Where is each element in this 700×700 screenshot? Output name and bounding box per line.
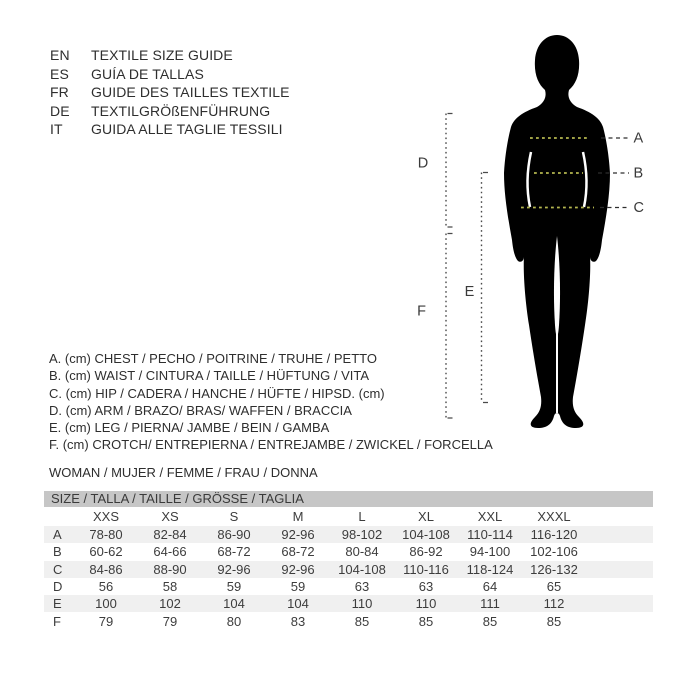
- table-cell: 88-90: [153, 561, 187, 577]
- table-cell: 83: [290, 613, 306, 629]
- measurement-label: WAIST / CINTURA / TAILLE / HÜFTUNG / VITA: [94, 368, 369, 384]
- measurement-definition: [49, 402, 493, 419]
- table-cell: 102-106: [530, 544, 578, 560]
- language-title: TEXTILE SIZE GUIDE: [91, 47, 233, 63]
- label-leg: E: [464, 284, 475, 300]
- table-cell: 102: [159, 596, 181, 612]
- table-row-chest: [44, 526, 653, 543]
- table-cell: 60-62: [89, 544, 123, 560]
- table-cell: 126-132: [530, 561, 578, 577]
- table-row-arm: [44, 578, 653, 595]
- table-cell: 112: [543, 596, 565, 612]
- table-cell: 92-96: [281, 561, 315, 577]
- measurement-definition: [49, 350, 493, 367]
- table-cell: 68-72: [281, 544, 315, 560]
- table-cell: 79: [162, 613, 178, 629]
- measurement-definition: [49, 385, 493, 402]
- table-cell: 80: [226, 613, 242, 629]
- table-cell: 94-100: [469, 544, 511, 560]
- table-cell: 65: [546, 579, 562, 595]
- table-cell: 100: [95, 596, 117, 612]
- measurement-definition: [49, 419, 493, 436]
- language-code: DE: [50, 102, 70, 119]
- label-crotch: F: [417, 303, 426, 320]
- table-cell: 86-90: [217, 527, 251, 543]
- table-cell: 63: [418, 579, 434, 595]
- size-header-row: [44, 507, 653, 526]
- table-cell: 56: [98, 579, 114, 595]
- size-column-header: M: [292, 509, 304, 524]
- language-code: ES: [50, 65, 69, 82]
- measurement-label: HIP / CADERA / HANCHE / HÜFTE / HIPSD. (cm): [95, 385, 385, 401]
- table-header-bar: SIZE / TALLA / TAILLE / GRÖSSE / TAGLIA: [44, 491, 653, 507]
- measurement-key: B. (cm): [49, 368, 91, 384]
- size-column-header: XXXL: [537, 509, 571, 524]
- table-cell: 79: [98, 613, 114, 629]
- table-cell: 111: [480, 596, 500, 612]
- size-column-header: XL: [418, 509, 434, 524]
- table-cell: 78-80: [89, 527, 123, 543]
- table-cell: 110-114: [467, 527, 513, 543]
- table-cell: 68-72: [217, 544, 251, 560]
- size-table: [44, 491, 653, 630]
- row-label: E: [53, 596, 62, 612]
- table-cell: 110: [415, 596, 437, 612]
- measurement-definitions: [49, 350, 493, 454]
- row-label: A: [53, 527, 62, 543]
- size-column-header: L: [358, 509, 366, 524]
- table-cell: 104-108: [338, 561, 386, 577]
- measurement-key: D. (cm): [49, 402, 92, 418]
- language-title: GUÍA DE TALLAS: [91, 65, 204, 82]
- measurement-key: C. (cm): [49, 385, 92, 401]
- table-row-crotch: [44, 612, 653, 629]
- table-cell: 58: [162, 579, 178, 595]
- table-cell: 64-66: [153, 544, 187, 560]
- measurement-key: A. (cm): [49, 351, 91, 366]
- row-label: F: [53, 613, 61, 629]
- measurement-label: ARM / BRAZO/ BRAS/ WAFFEN / BRACCIA: [94, 402, 352, 418]
- label-waist: B: [633, 165, 644, 182]
- measurement-definition: [49, 367, 493, 384]
- label-hip: C: [633, 200, 644, 216]
- table-cell: 104-108: [402, 527, 450, 543]
- measurement-key: F. (cm): [49, 437, 89, 453]
- table-cell: 85: [418, 613, 434, 629]
- table-cell: 85: [354, 613, 370, 629]
- size-column-header: XXS: [92, 509, 119, 524]
- measurement-definition: [49, 436, 493, 453]
- table-cell: 84-86: [89, 561, 123, 577]
- row-label: C: [53, 561, 63, 577]
- size-column-header: XXL: [477, 509, 503, 524]
- table-row-leg: [44, 595, 653, 612]
- language-code: IT: [50, 121, 63, 138]
- language-code: EN: [50, 47, 70, 63]
- table-cell: 118-124: [466, 561, 514, 577]
- table-cell: 59: [290, 579, 306, 595]
- table-cell: 86-92: [409, 544, 443, 560]
- label-arm: D: [417, 155, 429, 172]
- table-cell: 59: [226, 579, 242, 595]
- table-cell: 92-96: [281, 527, 315, 543]
- table-cell: 110: [351, 596, 373, 612]
- size-column-header: S: [229, 509, 239, 524]
- size-column-header: XS: [161, 509, 179, 524]
- language-title: TEXTILGRÖßENFÜHRUNG: [91, 102, 271, 119]
- table-cell: 110-116: [403, 561, 449, 577]
- table-cell: 85: [482, 613, 498, 629]
- table-cell: 80-84: [345, 544, 379, 560]
- measurement-label: LEG / PIERNA/ JAMBE / BEIN / GAMBA: [94, 420, 330, 436]
- language-title: GUIDA ALLE TAGLIE TESSILI: [91, 121, 283, 138]
- table-cell: 116-120: [530, 527, 578, 543]
- table-cell: 82-84: [153, 527, 187, 543]
- gender-heading: WOMAN / MUJER / FEMME / FRAU / DONNA: [49, 465, 318, 480]
- table-cell: 104: [223, 596, 245, 612]
- table-cell: 63: [354, 579, 370, 595]
- language-title: GUIDE DES TAILLES TEXTILE: [91, 84, 290, 101]
- arm-length-ticks: [448, 114, 453, 228]
- measurement-label: CHEST / PECHO / POITRINE / TRUHE / PETTO: [94, 351, 377, 366]
- measurement-key: E. (cm): [49, 420, 91, 436]
- row-label: D: [53, 579, 63, 595]
- table-cell: 64: [482, 579, 498, 595]
- language-code: FR: [50, 84, 69, 101]
- table-cell: 92-96: [217, 561, 251, 577]
- table-cell: 104: [287, 596, 309, 612]
- table-cell: 98-102: [341, 527, 383, 543]
- label-chest: A: [633, 130, 644, 147]
- table-row-waist: [44, 543, 653, 560]
- table-cell: 85: [546, 613, 562, 629]
- measurement-label: CROTCH/ ENTREPIERNA / ENTREJAMBE / ZWICKEL / FORCELLA: [92, 437, 493, 453]
- table-row-hip: [44, 561, 653, 578]
- row-label: B: [53, 544, 62, 560]
